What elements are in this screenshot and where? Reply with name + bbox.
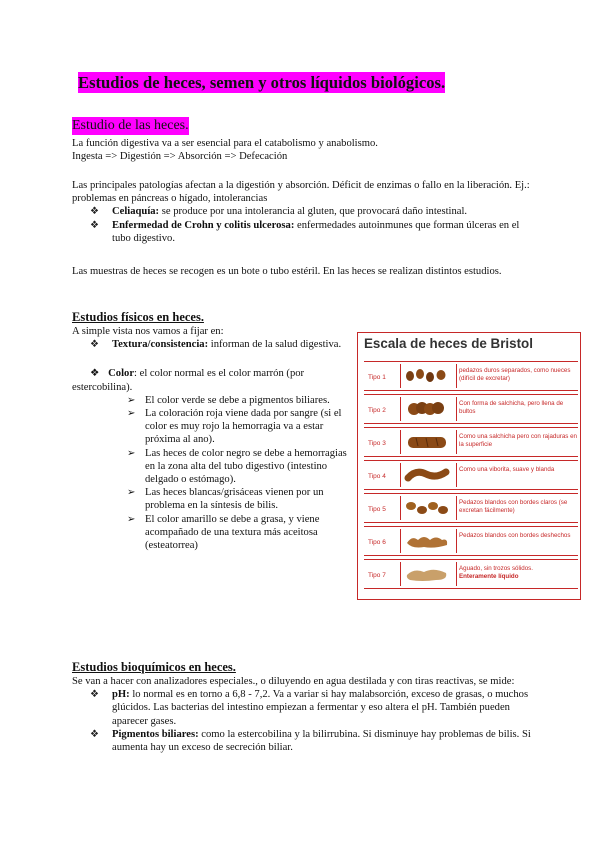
list-item [72,338,347,351]
bullet-term: Pigmentos biliares: [112,728,199,740]
paragraph: Las muestras de heces se recogen es un bote o tubo estéril. En las heces se realizan distintos estudios. [72,266,502,277]
arrow-bullet-icon: ➢ [127,394,136,406]
bristol-row-3 [364,427,578,457]
diamond-bullet-icon: ❖ [90,219,99,231]
section3-body [72,675,540,754]
sub-text: La coloración roja viene dada por sangre (si el color es muy rojo la hemorragia va a estar próxima al ano). [145,408,342,446]
paragraph: Ingesta => Digestión => Absorción => Defecación [72,151,288,163]
sub-list-item [127,407,347,447]
bullet-term: Celiaquía: [112,206,160,218]
paragraph: A simple vista nos vamos a fijar en: [72,326,224,337]
bristol-type-desc [459,565,577,580]
bristol-type-label: Tipo 4 [368,473,386,480]
list-item [72,205,540,218]
diamond-bullet-icon: ❖ [90,728,99,740]
bullet-text: lo normal es en torno a 6,8 - 7,2. Va a variar si hay malabsorción, exceso de grasas, o muchos glúcidos. Las bacterias del intestino empiezan a fermentar y eso altera el pH. También pueden aparecer gases. [112,689,529,727]
bristol-title: Escala de heces de Bristol [364,336,533,351]
diamond-bullet-icon: ❖ [90,206,99,218]
bristol-type-desc: Pedazos blandos con bordes claros (se excretan fácilmente) [459,499,568,514]
diamond-bullet-icon: ❖ [90,368,100,380]
bullet-text: : el color normal es el color marrón (por estercobilina). [72,368,305,393]
bullet-text: informan de la salud digestiva. [208,339,342,351]
bristol-type-desc: Con forma de salchicha, pero llena de bultos [459,400,564,415]
bristol-type-label: Tipo 2 [368,407,386,414]
bullet-term: Color [108,368,135,380]
bristol-type-desc: Como una viborita, suave y blanda [459,466,555,473]
section2-body [72,325,347,552]
stool-liquid-icon [404,562,450,586]
paragraph: Las principales patologías afectan a la digestión y absorción. Déficit de enzimas o fallo en la liberación. Ej.: problemas en páncreas o hígado, intolerancias [72,180,530,205]
stool-lumps-icon [404,364,450,388]
section1-pathologies [72,179,540,245]
section-heading-heces: Estudio de las heces. [72,118,189,133]
stool-lumpy-sausage-icon [404,397,450,421]
stool-mushy-icon [404,529,450,553]
sub-list-item [127,513,347,553]
sub-list-item [127,394,347,407]
bullet-text: enfermedades autoinmunes que forman úlceras en el tubo digestivo. [112,219,520,244]
bristol-row-1 [364,361,578,391]
bristol-type-desc: Como una salchicha pero con rajaduras en la superficie [459,433,577,448]
bristol-type-label: Tipo 7 [368,572,386,579]
desc-text: Aguado, sin trozos sólidos. [459,565,533,572]
paragraph: La función digestiva va a ser esencial para el catabolismo y anabolismo. [72,138,378,149]
desc-bold-text: Enteramente líquido [459,572,519,580]
sub-text: El color amarillo se debe a grasa, y viene acompañado de una textura más aceitosa (esteatorrea) [145,513,320,552]
sub-text: El color verde se debe a pigmentos biliares. [145,394,330,406]
section-heading-bioquimicos: Estudios bioquímicos en heces. [72,660,236,674]
diamond-bullet-icon: ❖ [90,689,99,701]
bullet-term: Textura/consistencia: [112,339,209,351]
document-title: Estudios de heces, semen y otros líquidos biológicos. [78,73,446,92]
list-item [72,688,540,728]
diamond-bullet-icon: ❖ [90,339,99,351]
sub-text: Las heces de color negro se debe a hemorragias en la zona alta del tubo digestivo (intestino delgado o estómago). [145,447,347,486]
stool-cracked-sausage-icon [404,430,450,454]
bristol-row-6 [364,526,578,556]
bristol-type-label: Tipo 6 [368,539,386,546]
bristol-type-desc: Pedazos blandos con bordes deshechos [459,532,571,539]
sub-list-item [127,486,347,512]
section-heading-fisicos: Estudios físicos en heces. [72,310,204,324]
sub-list-item [127,447,347,487]
bullet-text: como la estercobilina y la bilirrubina. Si disminuye hay problemas de bilis. Si aumenta hay un exceso de secreción biliar. [112,728,531,754]
list-item [72,367,347,393]
bristol-row-5 [364,493,578,523]
bristol-type-desc: pedazos duros separados, como nueces (difícil de excretar) [459,367,571,382]
bullet-term: pH: [112,689,130,701]
bristol-type-label: Tipo 1 [368,374,386,381]
arrow-bullet-icon: ➢ [127,408,136,420]
arrow-bullet-icon: ➢ [127,447,136,459]
stool-soft-blobs-icon [404,496,450,520]
arrow-bullet-icon: ➢ [127,487,136,499]
list-item [72,219,540,245]
sub-text: Las heces blancas/grisáceas vienen por un problema en la síntesis de bilis. [145,487,324,512]
bullet-text: se produce por una intolerancia al gluten, que provocará daño intestinal. [159,206,468,218]
bristol-scale-figure [357,332,581,600]
bristol-row-7 [364,559,578,589]
list-item [72,728,540,754]
bullet-term: Enfermedad de Crohn y colitis ulcerosa: [112,219,295,231]
arrow-bullet-icon: ➢ [127,513,136,525]
bristol-type-label: Tipo 3 [368,440,386,447]
section1-samples [72,265,540,278]
bristol-row-2 [364,394,578,424]
bristol-type-label: Tipo 5 [368,506,386,513]
bristol-row-4 [364,460,578,490]
stool-smooth-snake-icon [404,463,450,487]
paragraph: Se van a hacer con analizadores especiales., o diluyendo en agua destilada y con tiras reactivas, se mide: [72,676,515,687]
section1-body [72,137,540,163]
